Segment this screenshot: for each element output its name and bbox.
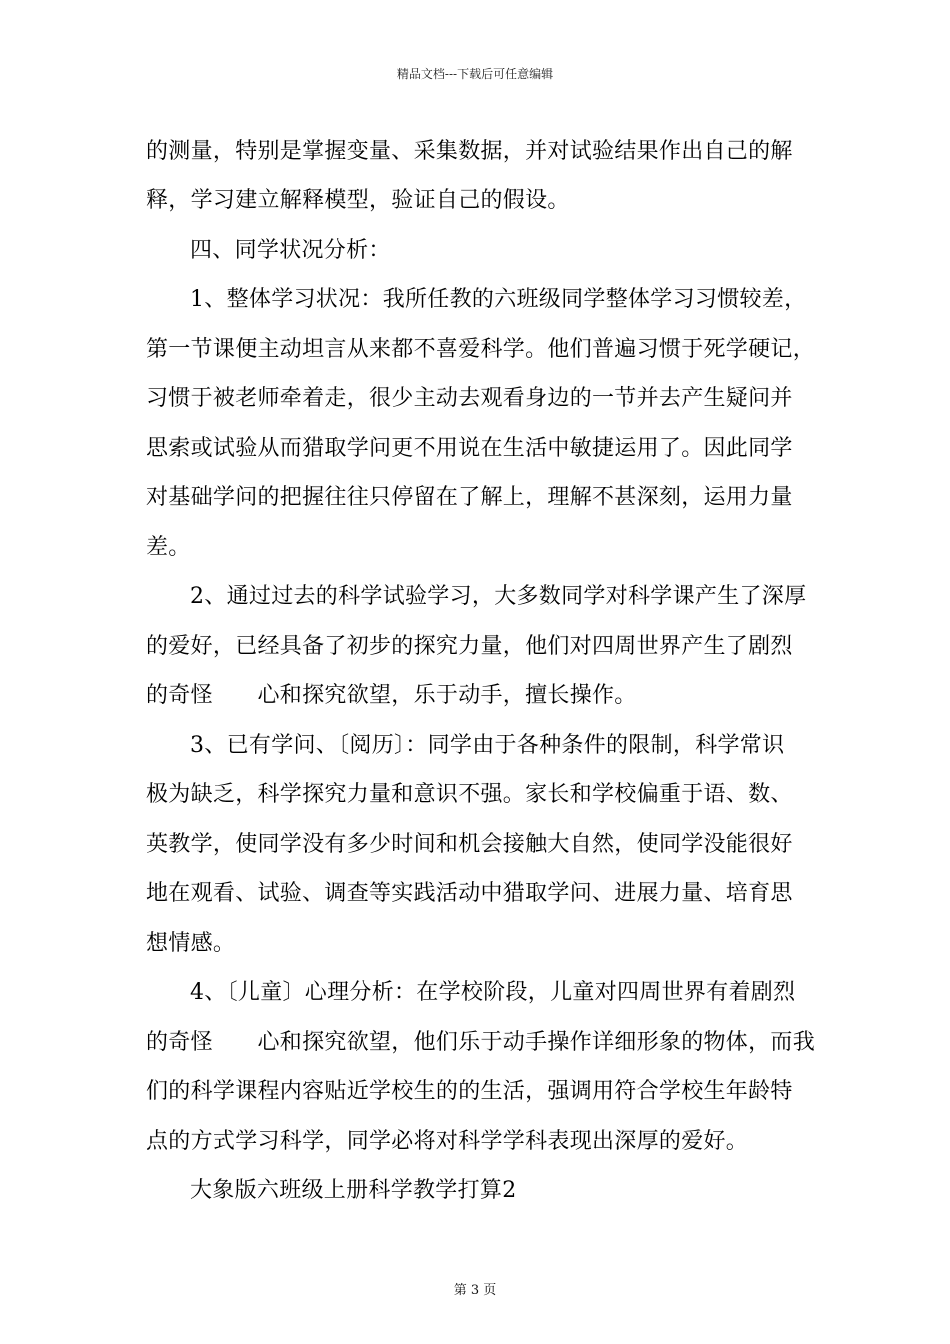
- text-line: 习惯于被老师牵着走，很少主动去观看身边的一节并去产生疑问并: [146, 386, 793, 411]
- text-line: 的测量，特别是掌握变量、采集数据，并对试验结果作出自己的解: [146, 139, 793, 164]
- text-line: 2、通过过去的科学试验学习，大多数同学对科学课产生了深厚: [190, 584, 807, 609]
- text-line: 英教学，使同学没有多少时间和机会接触大自然，使同学没能很好: [146, 832, 793, 857]
- text-line: 想情感。: [146, 931, 236, 956]
- page-header: 精品文档---下载后可任意编辑: [396, 67, 554, 81]
- text-line: 差。: [146, 535, 191, 560]
- text-line: 4、〔儿童〕心理分析：在学校阶段，儿童对四周世界有着剧烈: [190, 980, 796, 1005]
- text-line: 思索或试验从而猎取学问更不用说在生活中敏捷运用了。因此同学: [146, 436, 793, 461]
- text-line: 对基础学问的把握往往只停留在了解上，理解不甚深刻，运用力量: [146, 485, 793, 510]
- text-line: 的奇怪 心和探究欲望，乐于动手，擅长操作。: [146, 683, 637, 708]
- section-heading: 四、同学状况分析：: [190, 238, 391, 263]
- text-line: 的爱好，已经具备了初步的探究力量，他们对四周世界产生了剧烈: [146, 634, 793, 659]
- text-line: 3、已有学问、〔阅历〕：同学由于各种条件的限制，科学常识: [190, 733, 785, 758]
- text-line: 极为缺乏，科学探究力量和意识不强。家长和学校偏重于语、数、: [146, 782, 793, 807]
- text-line: 的奇怪 心和探究欲望，他们乐于动手操作详细形象的物体，而我: [146, 1030, 816, 1055]
- section-title: 大象版六班级上册科学教学打算2: [190, 1178, 517, 1203]
- page-number: 第 3 页: [453, 1283, 497, 1298]
- text-line: 们的科学课程内容贴近学校生的的生活，强调用符合学校生年龄特: [146, 1079, 793, 1104]
- text-line: 地在观看、试验、调查等实践活动中猎取学问、进展力量、培育思: [146, 881, 793, 906]
- text-line: 点的方式学习科学，同学必将对科学学科表现出深厚的爱好。: [146, 1129, 749, 1154]
- text-line: 1、整体学习状况：我所任教的六班级同学整体学习习惯较差，: [190, 287, 807, 312]
- text-line: 释，学习建立解释模型，验证自己的假设。: [146, 188, 570, 213]
- text-line: 第一节课便主动坦言从来都不喜爱科学。他们普遍习惯于死学硬记，: [146, 337, 816, 362]
